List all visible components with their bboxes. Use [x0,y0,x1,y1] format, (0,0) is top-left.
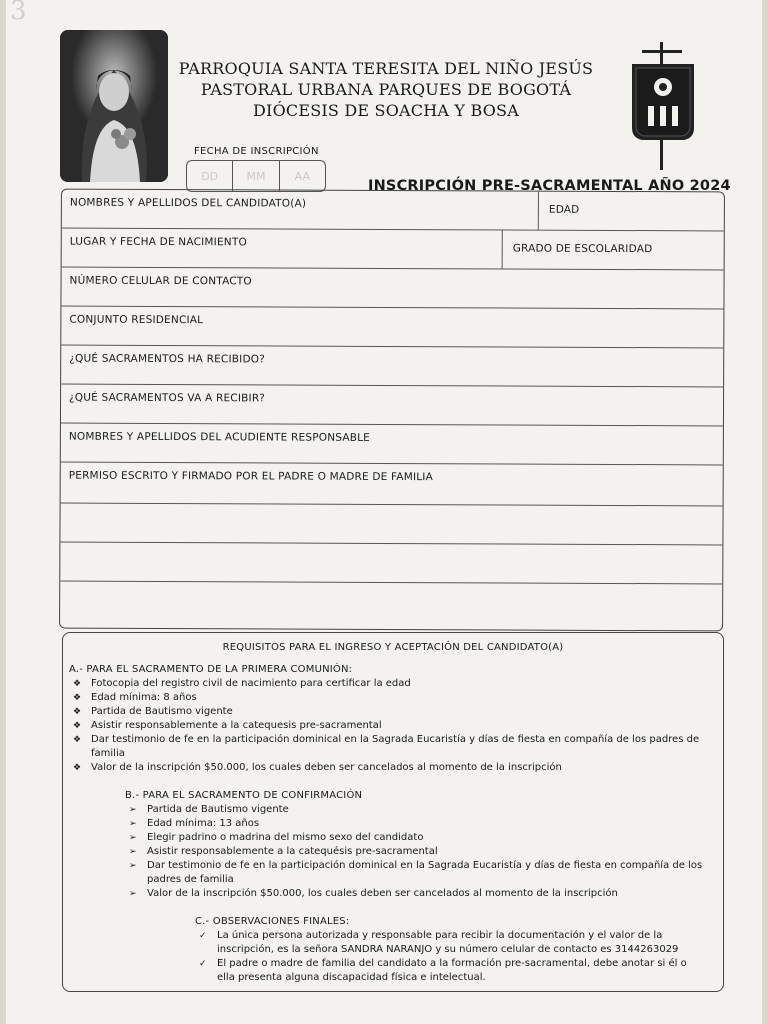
b-item [125,859,705,887]
section-a [69,663,709,775]
fecha-day-field[interactable]: DD [187,161,233,191]
permiso-label: PERMISO ESCRITO Y FIRMADO POR EL PADRE O MADRE DE FAMILIA [68,469,434,484]
row-sacramentos-va-recibir[interactable] [61,385,723,427]
row-permiso[interactable] [61,463,723,507]
va-recibir-label: ¿QUÉ SACRAMENTOS VA A RECIBIR? [69,391,266,405]
c-item-text: La única persona autorizada y responsable para recibir la documentación y el valor de la inscripción, es la señora SANDRA NARANJO y su número celular de contacto es 3144263029 [217,930,679,955]
section-b-list [125,803,705,901]
fecha-inscripcion-box[interactable] [186,160,326,192]
row-conjunto[interactable] [61,307,723,349]
b-item [125,887,705,901]
corner-number: 3 [10,0,27,26]
b-item-text: Elegir padrino o madrina del mismo sexo del candidato [147,832,424,843]
recibidos-label: ¿QUÉ SACRAMENTOS HA RECIBIDO? [69,352,266,366]
diocese-name: DIÓCESIS DE SOACHA Y BOSA [253,101,519,120]
a-item [69,733,709,761]
section-a-list [69,677,709,775]
b-item [125,845,705,859]
a-item [69,691,709,705]
conjunto-label: CONJUNTO RESIDENCIAL [69,313,204,327]
b-item-text: Partida de Bautismo vigente [147,804,289,815]
a-item-text: Dar testimonio de fe en la participación dominical en la Sagrada Eucaristía y días de fiesta en compañía de los padres de familia [91,734,700,759]
saint-portrait-image [60,30,168,182]
section-c-title: C.- OBSERVACIONES FINALES: [195,916,350,927]
diamond-bullet-icon: ❖ [73,763,82,773]
b-item-text: Edad mínima: 13 años [147,818,260,829]
lugar-fecha-label: LUGAR Y FECHA DE NACIMIENTO [69,235,247,249]
diamond-bullet-icon: ❖ [73,693,82,703]
b-item [125,831,705,845]
edad-label: EDAD [548,203,580,216]
diamond-bullet-icon: ❖ [73,735,82,745]
arrow-bullet-icon: ➢ [129,833,137,843]
a-item-text: Fotocopia del registro civil de nacimiento para certificar la edad [91,678,411,689]
row-permiso-blank-2[interactable] [60,543,722,585]
a-item [69,677,709,691]
row-permiso-blank-1[interactable] [60,504,722,546]
row-nombres[interactable] [62,190,724,232]
parish-name: PARROQUIA SANTA TERESITA DEL NIÑO JESÚS [178,59,594,78]
a-item-text: Edad mínima: 8 años [91,692,197,703]
row-lugar-fecha[interactable] [62,229,724,271]
a-item-text: Valor de la inscripción $50.000, los cuales deben ser cancelados al momento de la inscripción [91,762,562,773]
b-item [125,817,705,831]
section-b-title: B.- PARA EL SACRAMENTO DE CONFIRMACIÓN [125,790,363,801]
c-item [195,929,695,957]
fecha-inscripcion-label: FECHA DE INSCRIPCIÓN [194,146,319,157]
edad-cell[interactable] [538,192,724,231]
requisitos-title: REQUISITOS PARA EL INGRESO Y ACEPTACIÓN DEL CANDIDATO(A) [222,642,564,653]
fecha-year-field[interactable]: AA [294,169,310,183]
acudiente-label: NOMBRES Y APELLIDOS DEL ACUDIENTE RESPONSABLE [68,430,371,444]
arrow-bullet-icon: ➢ [129,847,137,857]
pastoral-name: PASTORAL URBANA PARQUES DE BOGOTÁ [200,80,572,99]
form-sheet [6,0,762,1024]
section-a-title: A.- PARA EL SACRAMENTO DE LA PRIMERA COMUNIÓN: [69,664,353,675]
section-c-list [195,929,695,985]
b-item [125,803,705,817]
b-item-text: Valor de la inscripción $50.000, los cuales deben ser cancelados al momento de la inscripción [147,888,618,899]
arrow-bullet-icon: ➢ [129,889,137,899]
arrow-bullet-icon: ➢ [129,861,137,871]
section-c [195,915,695,985]
requisitos-box [62,632,724,992]
diamond-bullet-icon: ❖ [73,679,82,689]
nombres-label: NOMBRES Y APELLIDOS DEL CANDIDATO(A) [69,196,307,210]
fecha-month-field[interactable]: MM [233,161,279,191]
b-item-text: Dar testimonio de fe en la participación dominical en la Sagrada Eucaristía y días de fiesta en compañía de los padres de familia [147,860,703,885]
diamond-bullet-icon: ❖ [73,707,82,717]
check-bullet-icon: ✓ [199,959,207,969]
row-celular[interactable] [61,268,723,310]
a-item [69,705,709,719]
celular-label: NÚMERO CELULAR DE CONTACTO [69,274,252,288]
a-item-text: Partida de Bautismo vigente [91,706,233,717]
grado-label: GRADO DE ESCOLARIDAD [512,242,653,256]
grado-cell[interactable] [502,230,724,269]
check-bullet-icon: ✓ [199,931,207,941]
row-permiso-blank-3[interactable] [60,582,722,623]
b-item-text: Asistir responsablemente a la catequésis pre-sacramental [147,846,438,857]
row-acudiente[interactable] [61,424,723,466]
c-item [195,957,695,985]
a-item-text: Asistir responsablemente a la catequesis pre-sacramental [91,720,382,731]
inscription-form-table [59,189,725,632]
arrow-bullet-icon: ➢ [129,805,137,815]
row-sacramentos-recibidos[interactable] [61,346,723,388]
form-title: INSCRIPCIÓN PRE-SACRAMENTAL AÑO 2024 [368,178,731,194]
c-item-text: El padre o madre de familia del candidato a la formación pre-sacramental, debe anotar si él o ella presenta alguna discapacidad física e intelectual. [217,958,687,983]
diamond-bullet-icon: ❖ [73,721,82,731]
section-b [125,789,705,901]
arrow-bullet-icon: ➢ [129,819,137,829]
parish-header [176,58,596,121]
a-item [69,761,709,775]
a-item [69,719,709,733]
diocese-crest-icon [628,42,698,172]
